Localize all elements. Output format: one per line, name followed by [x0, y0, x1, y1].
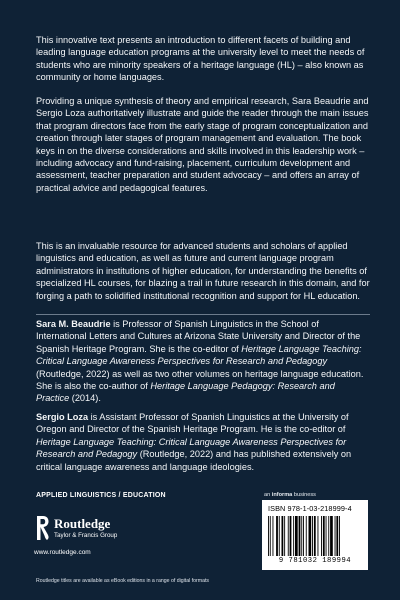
- subject-category: APPLIED LINGUISTICS / EDUCATION: [36, 492, 166, 499]
- description-paragraph-3: This is an invaluable resource for advanced students and scholars of applied linguistics and education, as well as future and current language program administrators in institutions of higher education, for understanding the benefits of specialized HL courses, for blazing a trail in future research in this domain, and for forging a path to solidified institutional recognition and support for HL education.: [36, 241, 370, 301]
- barcode-bar: [312, 516, 313, 556]
- barcode-bar: [276, 516, 278, 556]
- publisher-url: www.routledge.com: [34, 549, 91, 556]
- publisher-name: Routledge: [54, 516, 111, 531]
- barcode-bar: [314, 516, 316, 556]
- barcode-bar: [303, 516, 304, 556]
- description-paragraph-2: Providing a unique synthesis of theory and empirical research, Sara Beaudrie and Sergio Loza authoritatively illustrate and guide the reader through the main issues that program directors face from the early stage of program conceptualization and creation through later stages of program management and evaluation. The book keys in on the diverse considerations and skills involved in this leadership work – including advocacy and fund-raising, placement, curriculum development and assessment, teacher preparation and student advocacy – and offers an array of practical advice and pedagogical features.: [36, 96, 369, 193]
- informa-prefix: an: [264, 492, 272, 498]
- barcode-bar: [339, 516, 340, 556]
- barcode-bar: [270, 516, 271, 556]
- isbn-text: ISBN 978-1-03-218999-4: [268, 504, 352, 513]
- publisher-logo: [34, 513, 204, 553]
- barcode-bar: [309, 516, 312, 556]
- barcode-bar: [335, 516, 336, 556]
- barcode-bar: [288, 516, 289, 556]
- barcode-bar: [301, 516, 302, 556]
- informa-suffix: business: [292, 492, 316, 498]
- isbn-barcode: [262, 500, 368, 570]
- publisher-subtitle: Taylor & Francis Group: [54, 532, 118, 539]
- barcode-bar: [318, 516, 319, 556]
- description-paragraph-1: This innovative text presents an introduction to different facets of building and leading language education programs at the university level to meet the needs of students who are minority speakers of a heritage language (HL) – also known as community or home languages.: [36, 35, 365, 83]
- author-bio-text: (Routledge, 2022) as well as two other volumes on heritage language education. She is also the co-author of: [36, 368, 364, 392]
- barcode-bar: [306, 516, 307, 556]
- barcode-bar: [328, 516, 329, 556]
- section-divider: [36, 314, 370, 315]
- barcode-bar: [323, 516, 325, 556]
- author-bio-text: (Routledge, 2022) and has published extensively on critical language awareness and language ideologies.: [36, 449, 352, 472]
- informa-brand: informa: [271, 492, 293, 498]
- barcode-bar: [321, 516, 322, 556]
- ebook-note: Routledge titles are available as eBook editions in a range of digital formats: [36, 578, 210, 584]
- barcode-bar: [330, 516, 333, 556]
- barcode-bar: [299, 516, 301, 556]
- author-name: Sergio Loza: [36, 412, 89, 422]
- informa-business-label: [264, 492, 316, 498]
- barcode-bar: [326, 516, 327, 556]
- barcode-bar: [273, 516, 274, 556]
- barcode-bar: [295, 516, 298, 556]
- barcode-bar: [284, 516, 285, 556]
- barcode-bar: [279, 516, 280, 556]
- author-bio-text: is Assistant Professor of Spanish Linguistics at the University of Oregon and Director of the Spanish Heritage Program. He is the co-editor of: [36, 412, 349, 435]
- book-title: Heritage Language Teaching: Critical Language Awareness Perspectives for Research and Pedagogy: [36, 436, 347, 460]
- author-name: Sara M. Beaudrie: [36, 319, 111, 329]
- author-bio-text: is Professor of Spanish Linguistics in the School of International Letters and Cultures at Arizona State University and Director of the Spanish Heritage Program. She is the co-editor of: [36, 319, 361, 354]
- barcode-bar: [293, 516, 294, 556]
- author-bio-text: (2014).: [69, 393, 101, 404]
- barcode-bar: [282, 516, 284, 556]
- author-bio-beaudrie: [36, 318, 370, 405]
- barcode-bar: [290, 516, 292, 556]
- book-title: Heritage Language Pedagogy: Research and Practice: [36, 381, 335, 404]
- barcode-bar: [336, 516, 338, 556]
- barcode-bars: [268, 516, 362, 556]
- routledge-logo-icon: [34, 515, 50, 541]
- book-title: Heritage Language Teaching: Critical Language Awareness Perspectives for Research and Pedagogy: [36, 343, 362, 367]
- author-bio-loza: [36, 411, 370, 473]
- barcode-digits: 9 781032 189994: [278, 557, 352, 565]
- barcode-bar: [268, 516, 269, 556]
